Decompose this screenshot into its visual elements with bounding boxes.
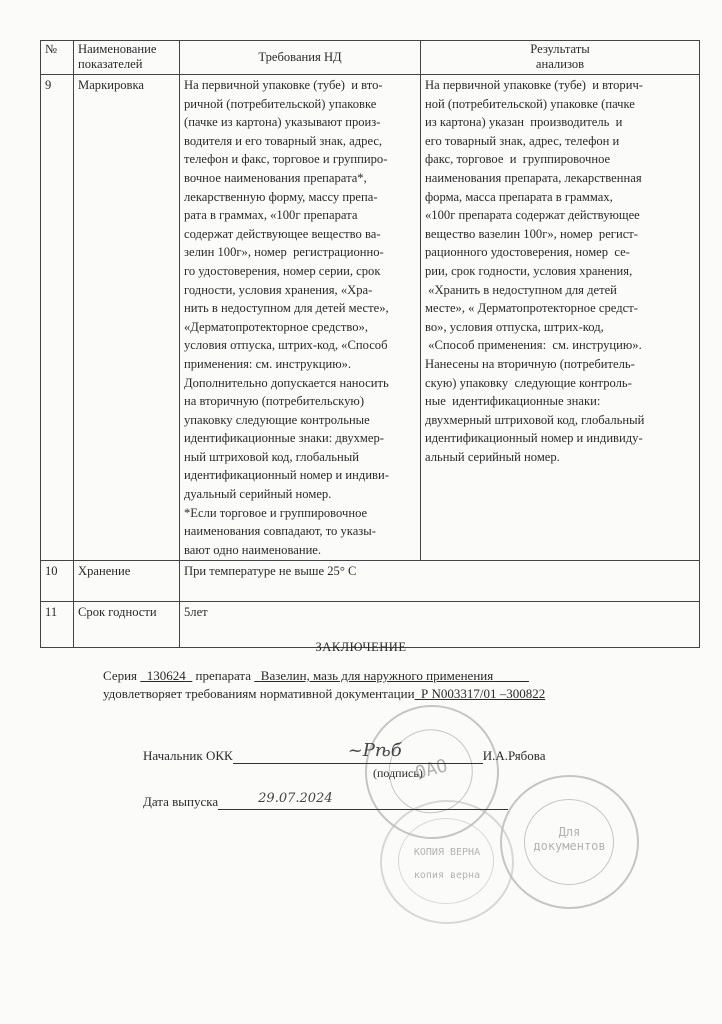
- results-line: «Способ применения: см. инструцию».: [425, 338, 642, 353]
- header-results-line: Результаты: [530, 42, 590, 56]
- results-table: [40, 40, 700, 648]
- table-row: [41, 561, 700, 602]
- requirements-line: При температуре не выше 25° С: [184, 564, 357, 579]
- stamp-line: Для: [558, 825, 581, 839]
- results-line: во», условия отпуска, штрих-код,: [425, 319, 604, 334]
- header-results: [421, 41, 700, 75]
- requirements-line: рата в граммах, «100г препарата: [184, 208, 358, 223]
- header-name: [74, 41, 180, 75]
- requirements-line: годности, условия хранения, «Хра-: [184, 282, 373, 297]
- documents-stamp-text: [502, 825, 637, 853]
- series-line: [103, 668, 529, 684]
- series-value-wrap: [140, 668, 192, 683]
- requirements-line: (пачке из картона) указывают произ-: [184, 115, 381, 130]
- copy-certified-stamp: [380, 800, 514, 924]
- date-label: Дата выпуска: [143, 794, 219, 809]
- head-name: И.А.Рябова: [482, 748, 546, 763]
- handwritten-signature: ~Рѣб: [347, 740, 402, 761]
- series-label: Серия: [103, 668, 138, 683]
- compliance-text: удовлетворяет требованиям нормативной документации: [103, 686, 415, 701]
- results-line: рии, срок годности, условия хранения,: [425, 263, 633, 278]
- table-header-row: [41, 41, 700, 75]
- row-name: Срок годности: [74, 602, 180, 648]
- nd-value: Р N003317/01 –300822: [421, 686, 546, 701]
- compliance-line: [103, 686, 545, 702]
- row-name: Хранение: [74, 561, 180, 602]
- signature-caption: (подпись): [373, 766, 423, 780]
- date-field: [218, 791, 508, 810]
- requirements-line: содержат действующее вещество ва-: [184, 226, 381, 241]
- drug-value-wrap: [254, 668, 529, 683]
- table-row: [41, 75, 700, 561]
- requirements-line: водителя и его товарный знак, адрес,: [184, 133, 383, 148]
- header-num: №: [41, 41, 74, 75]
- requirements-line: идентификационные знаки: двухмер-: [184, 431, 384, 446]
- requirements-line: ный штриховой код, глобальный: [184, 449, 359, 464]
- results-line: идентификационный номер и индивиду-: [425, 431, 643, 446]
- release-date-line: [143, 791, 508, 810]
- header-name-line: Наименование: [78, 42, 157, 56]
- conclusion-title: ЗАКЛЮЧЕНИЕ: [315, 640, 407, 654]
- requirements-line: идентификационный номер и индиви-: [184, 468, 389, 483]
- requirements-line: вают одно наименование.: [184, 542, 322, 557]
- requirements-line: лекарственную форму, массу препа-: [184, 189, 378, 204]
- stamp-line: копия верна: [413, 870, 481, 881]
- results-line: из картона) указан производитель и: [425, 115, 623, 130]
- stamp-line: КОПИЯ ВЕРНА: [413, 847, 481, 858]
- requirements-line: Дополнительно допускается наносить: [184, 375, 389, 390]
- results-line: форма, масса препарата в граммах,: [425, 189, 613, 204]
- row-num: 11: [41, 602, 74, 648]
- requirements-line: упаковку следующие контрольные: [184, 412, 370, 427]
- row-requirements: [180, 75, 421, 561]
- header-requirements: Требования НД: [180, 41, 421, 75]
- requirements-line: зелин 100г», номер регистрационно-: [184, 245, 384, 260]
- nd-value-wrap: [415, 686, 546, 701]
- drug-label: препарата: [195, 668, 252, 683]
- requirements-line: *Если торговое и группировочное: [184, 505, 368, 520]
- row-num: 9: [41, 75, 74, 561]
- results-line: рационного удостоверения, номер се-: [425, 245, 630, 260]
- requirements-line: условия отпуска, штрих-код, «Способ: [184, 338, 388, 353]
- copy-stamp-text: [382, 847, 512, 881]
- row-results: [421, 75, 700, 561]
- results-line: факс, торговое и группировочное: [425, 152, 611, 167]
- row-requirements: [180, 561, 700, 602]
- results-line: вещество вазелин 100г», номер регист-: [425, 226, 638, 241]
- drug-value: Вазелин, мазь для наружного применения: [260, 668, 494, 683]
- signature-field: [233, 740, 483, 764]
- results-line: «100г препарата содержат действующее: [425, 208, 640, 223]
- row-num: 10: [41, 561, 74, 602]
- requirements-line: дуальный серийный номер.: [184, 487, 332, 502]
- documents-stamp: [500, 775, 639, 909]
- results-line: скую) упаковку следующие контроль-: [425, 375, 632, 390]
- series-value: 130624: [146, 668, 186, 683]
- results-line: Нанесены на вторичную (потребитель-: [425, 356, 635, 371]
- requirements-line: вочное наименования препарата*,: [184, 170, 367, 185]
- results-line: «Хранить в недоступном для детей: [425, 282, 617, 297]
- requirements-line: ричной (потребительской) упаковке: [184, 96, 377, 111]
- header-results-line: анализов: [535, 57, 585, 71]
- row-name: Маркировка: [74, 75, 180, 561]
- results-line: его товарный знак, адрес, телефон и: [425, 133, 620, 148]
- head-label: Начальник ОКК: [143, 748, 233, 763]
- date-value: 29.07.2024: [258, 791, 333, 806]
- results-line: альный серийный номер.: [425, 449, 560, 464]
- requirements-line: применения: см. инструкцию».: [184, 356, 352, 371]
- results-line: На первичной упаковке (тубе) и вторич-: [425, 78, 643, 92]
- requirements-line: На первичной упаковке (тубе) и вто-: [184, 78, 383, 92]
- requirements-line: «Дерматопротекторное средство»,: [184, 319, 369, 334]
- header-name-line: показателей: [78, 57, 143, 71]
- head-signature-line: [143, 740, 546, 764]
- requirements-line: телефон и факс, торговое и группиро-: [184, 152, 388, 167]
- results-line: двухмерный штриховой код, глобальный: [425, 412, 645, 427]
- requirements-line: 5лет: [184, 605, 208, 620]
- results-line: месте», « Дерматопротекторное средст-: [425, 301, 638, 316]
- stamp-line: документов: [533, 839, 606, 853]
- results-line: ной (потребительской) упаковке (пачке: [425, 96, 635, 111]
- requirements-line: наименования совпадают, то указы-: [184, 524, 376, 539]
- results-line: ные идентификационные знаки:: [425, 394, 601, 409]
- results-line: наименования препарата, лекарственная: [425, 170, 642, 185]
- requirements-line: на вторичную (потребительскую): [184, 394, 365, 409]
- company-stamp-text: ОАО: [412, 755, 450, 784]
- requirements-line: нить в недоступном для детей месте»,: [184, 301, 389, 316]
- requirements-line: го удостоверения, номер серии, срок: [184, 263, 381, 278]
